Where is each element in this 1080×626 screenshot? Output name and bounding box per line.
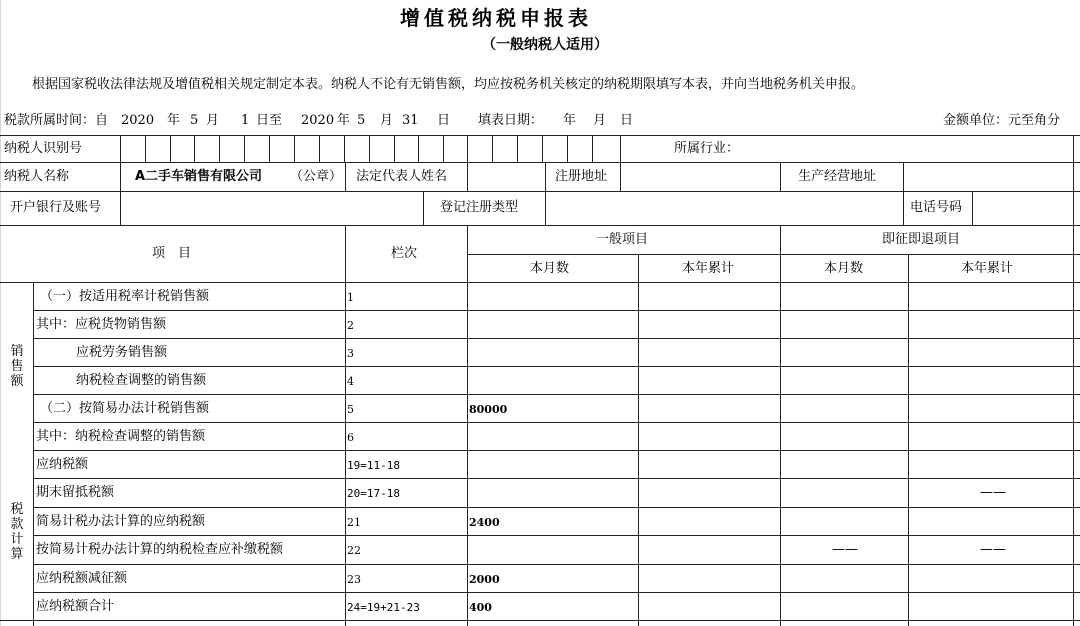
header-general-month: 本月数 [530,261,570,276]
row-22-col: 22 [347,544,361,557]
period-to: 日至 [256,113,283,128]
row-5-general-month: 80000 [469,403,508,416]
row-24-label: 应纳税额合计 [36,599,115,614]
row-5-col: 5 [347,403,354,416]
row-4-label: 纳税检查调整的销售额 [76,373,207,388]
reg-type-label: 登记注册类型 [440,200,519,215]
row-3-col: 3 [347,347,354,360]
row-23-col: 23 [347,573,361,586]
header-immediate-month: 本月数 [824,261,864,276]
fill-date-y: 年 [563,113,577,128]
period-end-month: 5 [357,113,366,128]
form-title: 增值税纳税申报表 [400,6,592,30]
period-start-day: 1 [241,113,250,128]
row-3-label: 应税劳务销售额 [76,345,168,360]
row-22-label: 按简易计税办法计算的纳税检查应补缴税额 [36,542,284,557]
phone-label: 电话号码 [910,200,963,215]
header-item: 项 目 [152,246,192,261]
header-general: 一般项目 [596,232,649,247]
period-start-year: 2020 [121,113,155,128]
form-subtitle: （一般纳税人适用） [482,37,608,53]
taxpayer-name: A二手车销售有限公司 [135,169,263,184]
fill-date-d: 日 [620,113,634,128]
group-sales: 销售额 [10,344,24,389]
row-19-col: 19=11-18 [347,459,400,472]
legal-rep-label: 法定代表人姓名 [356,169,448,184]
taxpayer-name-label: 纳税人名称 [4,169,70,184]
biz-address-label: 生产经营地址 [798,169,877,184]
taxpayer-id-label: 纳税人识别号 [4,141,83,156]
period-end-y-unit: 年 [337,113,351,128]
row-23-label: 应纳税额减征额 [36,571,128,586]
period-start-y-unit: 年 [167,113,181,128]
row-1-col: 1 [347,291,354,304]
industry-label: 所属行业： [674,141,740,156]
period-label: 税款所属时间：自 [4,113,109,128]
header-general-ytd: 本年累计 [682,261,735,276]
row-19-label: 应纳税额 [36,457,89,472]
header-col-no: 栏次 [391,246,418,261]
row-2-label: 其中：应税货物销售额 [36,317,167,332]
intro-text: 根据国家税收法律法规及增值税相关规定制定本表。纳税人不论有无销售额，均应按税务机关核定的纳税期限填写本表，并向当地税务机关申报。 [32,77,865,92]
period-end-day: 31 [402,113,419,128]
bank-label: 开户银行及账号 [10,200,102,215]
period-start-m-unit: 月 [206,113,220,128]
row-22-immediate-ytd: —— [980,542,1006,557]
period-end-year: 2020 [301,113,335,128]
row-21-col: 21 [347,516,361,529]
row-23-general-month: 2000 [469,573,500,586]
row-20-immediate-ytd: —— [980,485,1006,500]
period-end-m-unit: 月 [380,113,394,128]
row-24-col: 24=19+21-23 [347,601,420,614]
row-20-label: 期末留抵税额 [36,485,115,500]
row-22-immediate-month: —— [832,542,858,557]
seal-label: （公章） [290,169,343,184]
row-4-col: 4 [347,375,354,388]
row-21-general-month: 2400 [469,516,500,529]
row-20-col: 20=17-18 [347,487,400,500]
fill-date-m: 月 [593,113,607,128]
row-21-label: 简易计税办法计算的应纳税额 [36,514,206,529]
row-2-col: 2 [347,319,354,332]
row-1-label: （一）按适用税率计税销售额 [40,289,210,304]
group-tax-calc: 税款计算 [10,502,24,562]
row-6-label: 其中：纳税检查调整的销售额 [36,429,206,444]
header-immediate: 即征即退项目 [882,232,961,247]
amount-unit: 金额单位：元至角分 [943,113,1061,128]
header-immediate-ytd: 本年累计 [961,261,1014,276]
fill-date-label: 填表日期： [478,113,544,128]
period-start-month: 5 [190,113,199,128]
period-end-d-unit: 日 [437,113,451,128]
row-5-label: （二）按简易办法计税销售额 [40,401,210,416]
row-6-col: 6 [347,431,354,444]
reg-address-label: 注册地址 [555,169,608,184]
row-24-general-month: 400 [469,601,492,614]
